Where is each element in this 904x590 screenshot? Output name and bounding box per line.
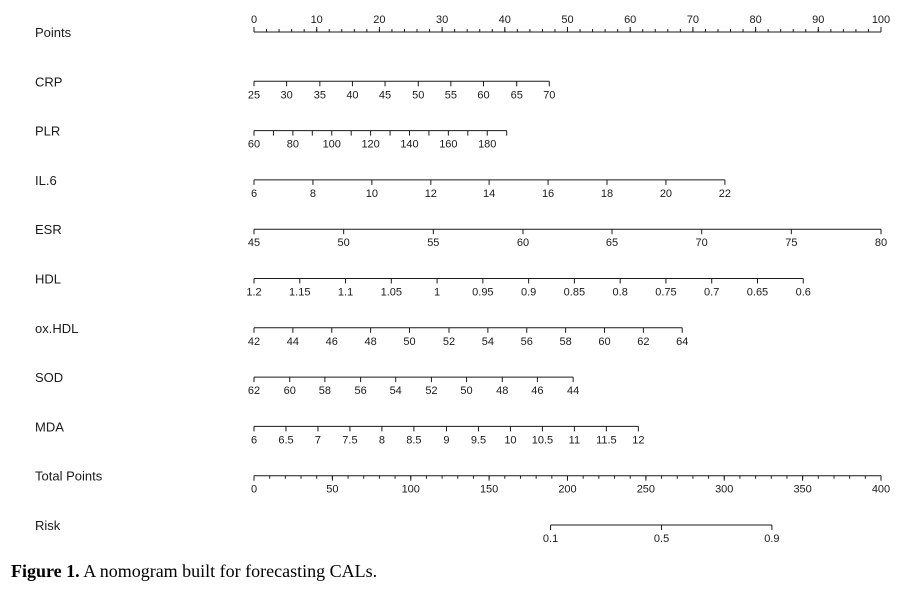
tick-label-plr: 160: [439, 138, 458, 151]
tick-label-hdl: 1.1: [337, 286, 354, 299]
row-label-risk: Risk: [35, 518, 61, 533]
tick-label-crp: 65: [510, 89, 523, 102]
tick-label-points: 100: [871, 14, 891, 26]
tick-label-hdl: 1.05: [380, 286, 403, 299]
tick-label-total-points: 100: [401, 483, 420, 496]
tick-label-total-points: 200: [558, 483, 577, 496]
tick-label-sod: 60: [283, 385, 296, 398]
row-label-mda: MDA: [35, 419, 64, 435]
tick-label-ox-hdl: 58: [559, 335, 572, 348]
tick-label-points: 70: [686, 14, 700, 26]
tick-label-points: 10: [310, 14, 323, 26]
tick-label-total-points: 50: [326, 483, 339, 496]
row-label-ox-hdl: ox.HDL: [35, 320, 79, 336]
tick-label-mda: 12: [632, 434, 645, 447]
tick-label-points: 60: [624, 14, 637, 26]
tick-label-mda: 8: [378, 434, 385, 447]
tick-label-esr: 60: [516, 237, 530, 250]
tick-label-il-6: 14: [483, 187, 496, 200]
figure-caption: [11, 561, 377, 582]
tick-label-points: 90: [812, 14, 825, 26]
tick-label-hdl: 0.6: [795, 286, 811, 299]
tick-label-points: 50: [561, 14, 574, 26]
tick-label-mda: 11: [568, 434, 581, 447]
tick-label-hdl: 0.7: [704, 286, 720, 299]
tick-label-il-6: 6: [250, 187, 258, 200]
tick-label-mda: 11.5: [596, 434, 617, 447]
tick-label-ox-hdl: 54: [481, 335, 494, 348]
tick-label-sod: 48: [496, 385, 509, 398]
tick-label-mda: 9.5: [470, 434, 487, 447]
tick-label-plr: 100: [322, 138, 341, 151]
tick-label-hdl: 1: [434, 286, 441, 299]
tick-label-hdl: 0.8: [612, 286, 628, 299]
tick-label-risk: 0.1: [542, 533, 559, 545]
row-label-points: Points: [35, 25, 72, 40]
tick-label-sod: 56: [354, 385, 367, 398]
tick-label-sod: 52: [425, 385, 438, 398]
tick-label-ox-hdl: 46: [325, 335, 338, 348]
tick-label-esr: 50: [337, 237, 350, 250]
tick-label-hdl: 0.75: [655, 286, 677, 299]
tick-label-ox-hdl: 52: [442, 335, 456, 348]
tick-label-crp: 30: [280, 89, 293, 102]
tick-label-points: 40: [498, 14, 511, 26]
tick-label-total-points: 350: [793, 483, 812, 496]
row-label-il-6: IL.6: [35, 172, 57, 188]
tick-label-points: 30: [435, 14, 449, 26]
tick-label-mda: 9: [443, 434, 450, 447]
caption-text: A nomogram built for forecasting CALs.: [83, 561, 378, 581]
tick-label-esr: 70: [695, 237, 708, 250]
tick-label-points: 80: [749, 14, 762, 26]
tick-label-plr: 80: [286, 138, 299, 151]
tick-label-crp: 35: [313, 89, 326, 102]
tick-label-plr: 180: [478, 138, 497, 151]
tick-label-ox-hdl: 60: [598, 335, 611, 348]
row-label-crp: CRP: [35, 74, 63, 90]
tick-label-mda: 7.5: [342, 434, 358, 447]
tick-label-hdl: 0.9: [520, 286, 537, 299]
tick-label-plr: 120: [361, 138, 380, 151]
tick-label-sod: 46: [531, 385, 544, 398]
tick-label-hdl: 0.65: [746, 286, 769, 299]
tick-label-ox-hdl: 50: [403, 335, 416, 348]
row-label-sod: SOD: [35, 370, 64, 386]
tick-label-crp: 40: [346, 89, 359, 102]
caption-lead: Figure 1.: [11, 561, 80, 581]
row-label-plr: PLR: [35, 123, 61, 139]
row-label-esr: ESR: [35, 222, 62, 238]
tick-label-il-6: 12: [424, 187, 437, 200]
tick-label-total-points: 400: [871, 483, 891, 496]
tick-label-crp: 55: [444, 89, 458, 102]
tick-label-sod: 50: [460, 385, 473, 398]
tick-label-ox-hdl: 44: [286, 335, 299, 348]
tick-label-sod: 44: [567, 385, 580, 398]
tick-label-crp: 45: [378, 89, 392, 102]
tick-label-risk: 0.9: [764, 533, 780, 545]
tick-label-il-6: 20: [659, 187, 673, 200]
tick-label-il-6: 8: [309, 187, 317, 200]
tick-label-hdl: 1.2: [246, 286, 262, 299]
tick-label-ox-hdl: 64: [676, 335, 689, 348]
row-label-hdl: HDL: [35, 271, 62, 287]
tick-label-points: 0: [250, 14, 258, 26]
tick-label-crp: 70: [543, 89, 556, 102]
tick-label-total-points: 300: [715, 483, 734, 496]
tick-label-esr: 45: [247, 237, 261, 250]
tick-label-esr: 75: [785, 237, 798, 250]
tick-label-mda: 10: [504, 434, 517, 447]
tick-label-crp: 50: [412, 89, 425, 102]
tick-label-plr: 60: [247, 138, 261, 151]
tick-label-ox-hdl: 48: [364, 335, 377, 348]
tick-label-ox-hdl: 42: [247, 335, 261, 348]
tick-label-risk: 0.5: [653, 533, 670, 545]
tick-label-mda: 8.5: [406, 434, 422, 447]
tick-label-hdl: 1.15: [289, 286, 311, 299]
tick-label-plr: 140: [400, 138, 419, 151]
tick-label-il-6: 10: [365, 187, 379, 200]
tick-label-ox-hdl: 62: [637, 335, 650, 348]
tick-label-crp: 60: [477, 89, 490, 102]
tick-label-mda: 10.5: [531, 434, 554, 447]
tick-label-ox-hdl: 56: [520, 335, 533, 348]
tick-label-points: 20: [373, 14, 386, 26]
tick-label-il-6: 16: [541, 187, 555, 200]
tick-label-mda: 7: [314, 434, 322, 447]
tick-label-esr: 55: [427, 237, 440, 250]
tick-label-il-6: 18: [600, 187, 614, 200]
tick-label-sod: 58: [318, 385, 331, 398]
row-label-total-points: Total Points: [35, 468, 103, 484]
tick-label-crp: 25: [247, 89, 261, 102]
tick-label-sod: 54: [389, 385, 402, 398]
tick-label-il-6: 22: [718, 187, 732, 200]
tick-label-esr: 80: [874, 237, 888, 250]
tick-label-total-points: 250: [636, 483, 656, 496]
tick-label-mda: 6: [250, 434, 258, 447]
tick-label-esr: 65: [605, 237, 619, 250]
tick-label-hdl: 0.85: [563, 286, 586, 299]
tick-label-sod: 62: [247, 385, 261, 398]
tick-label-hdl: 0.95: [472, 286, 494, 299]
tick-label-mda: 6.5: [278, 434, 294, 447]
tick-label-total-points: 0: [250, 483, 258, 496]
tick-label-total-points: 150: [479, 483, 499, 496]
